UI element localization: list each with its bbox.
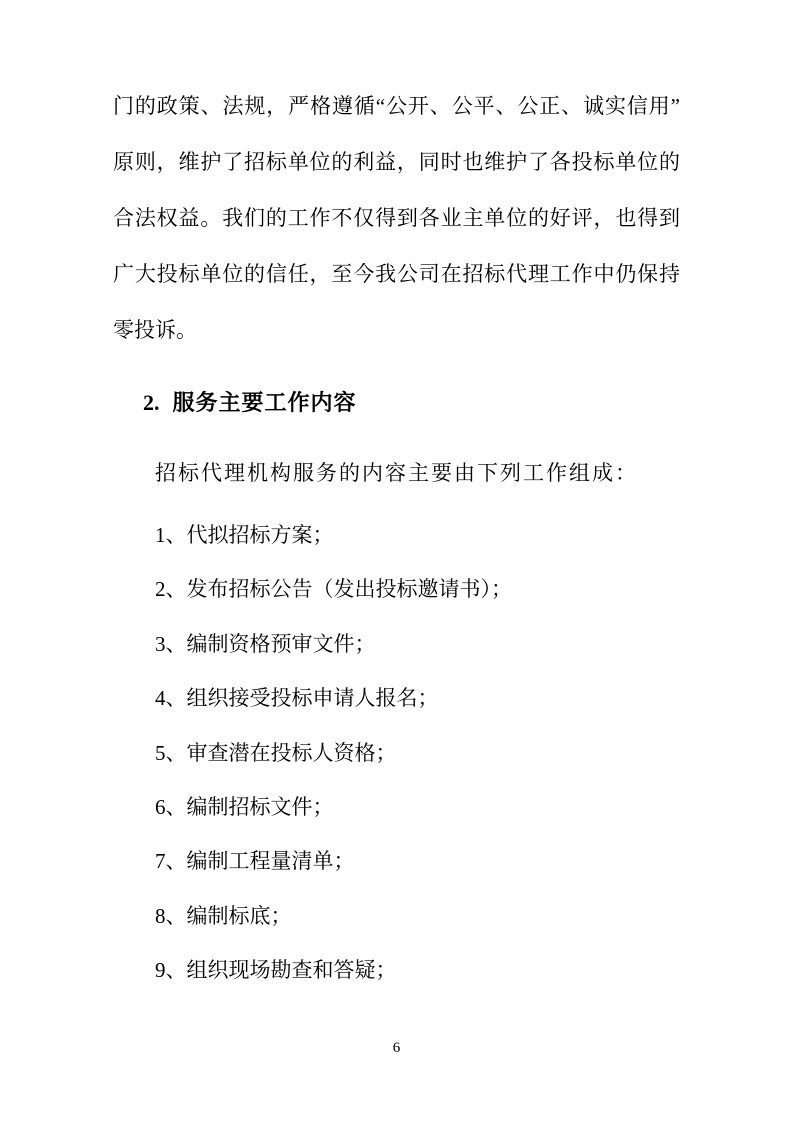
- intro-paragraph: 招标代理机构服务的内容主要由下列工作组成：: [155, 461, 638, 485]
- page-number: 6: [392, 1040, 401, 1056]
- paragraph-continuation: [113, 78, 680, 358]
- heading-text: 服务主要工作内容: [172, 390, 357, 415]
- list-item: 5、审查潜在投标人资格；: [155, 740, 397, 765]
- text-line: 门的政策、法规，严格遵循“公开、公平、公正、诚实信用”: [113, 94, 680, 118]
- list-item: 3、编制资格预审文件；: [155, 631, 376, 656]
- text-line: 广大投标单位的信任，至今我公司在招标代理工作中仍保持: [113, 262, 680, 286]
- text-line: 原则，维护了招标单位的利益，同时也维护了各投标单位的: [113, 150, 680, 174]
- text-line: 零投诉。: [113, 318, 197, 342]
- list-item: 2、发布招标公告（发出投标邀请书）；: [155, 577, 512, 602]
- list-item: 1、代拟招标方案；: [155, 523, 334, 547]
- section-heading: [143, 389, 357, 417]
- list-item: 6、编制招标文件；: [155, 794, 334, 819]
- list-item: 9、组织现场勘查和答疑；: [155, 958, 397, 983]
- text-line: 合法权益。我们的工作不仅得到各业主单位的好评，也得到: [113, 206, 680, 230]
- list-item: 4、组织接受投标申请人报名；: [155, 686, 439, 711]
- heading-number: 2.: [143, 390, 160, 415]
- service-list: [113, 522, 733, 1012]
- list-item: 7、编制工程量清单；: [155, 849, 355, 874]
- list-item: 8、编制标底；: [155, 903, 292, 928]
